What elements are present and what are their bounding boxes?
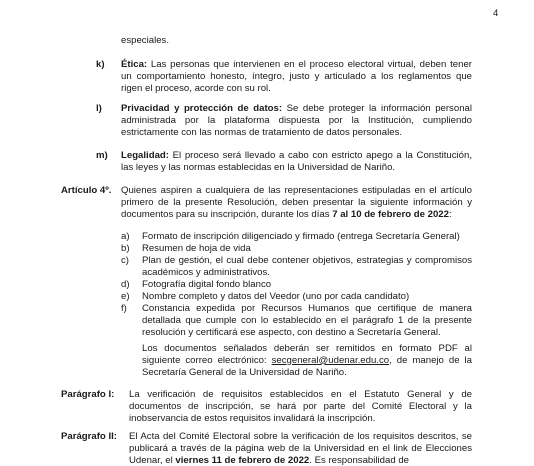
page-number: 4 bbox=[493, 8, 499, 19]
principle-m-title: Legalidad: bbox=[121, 150, 169, 161]
list-item-text: Fotografía digital fondo blanco bbox=[142, 279, 272, 290]
principle-m-body: El proceso será llevado a cabo con estricto apego a la Constitución, las leyes y las normas establecidas en la Universidad de Nariño. bbox=[121, 150, 472, 173]
closing-text-before: Los documentos señalados deberán ser remitidos en formato PDF al siguiente correo electrónico: bbox=[142, 343, 472, 366]
principle-l-text bbox=[121, 103, 472, 138]
list-item-text: Resumen de hoja de vida bbox=[142, 243, 251, 254]
list-item-letter: a) bbox=[121, 231, 130, 242]
articulo-4-label: Artículo 4º. bbox=[61, 185, 112, 196]
principle-m-letter: m) bbox=[96, 150, 108, 161]
paragrafo-2-text bbox=[129, 431, 472, 466]
list-item-letter: f) bbox=[121, 303, 127, 314]
intro-line: especiales. bbox=[121, 35, 169, 46]
list-item-letter: e) bbox=[121, 291, 130, 302]
articulo-4-dates: 7 al 10 de febrero de 2022 bbox=[332, 208, 449, 220]
articulo-4-closing bbox=[142, 343, 472, 378]
principle-m-text bbox=[121, 150, 472, 174]
paragrafo-1-text: La verificación de requisitos establecidos en el Estatuto General y de documentos de inscripción, se hará por parte del Comité Electoral y la inobservancia de estos requisitos invalidará la inscripción. bbox=[129, 389, 472, 424]
list-item-text: Plan de gestión, el cual debe contener objetivos, estrategias y compromisos académicos y administrativos. bbox=[142, 255, 472, 278]
paragrafo-2-date: viernes 11 de febrero de 2022 bbox=[175, 454, 310, 466]
list-item-text: Nombre completo y datos del Veedor (uno por cada candidato) bbox=[142, 291, 410, 302]
principle-k-body: Las personas que intervienen en el proceso electoral virtual, deben tener un comportamiento honesto, íntegro, justo y articulado a los reglamentos que rigen el proceso, acorde con su rol. bbox=[121, 59, 472, 94]
principle-l-body: Se debe proteger la información personal administrada por la plataforma dispuesta por la Institución, cumpliendo estrictamente con las normas de tratamiento de datos personales. bbox=[121, 103, 472, 138]
list-item-letter: b) bbox=[121, 243, 130, 254]
principle-l-title: Privacidad y protección de datos: bbox=[121, 103, 283, 114]
principle-k-text bbox=[121, 59, 472, 94]
articulo-4-text-after: : bbox=[448, 208, 452, 220]
principle-k-title: Ética: bbox=[121, 59, 148, 70]
email-link[interactable]: secgeneral@udenar.edu.co bbox=[271, 354, 390, 366]
paragrafo-2-text-before: El Acta del Comité Electoral sobre la verificación de los requisitos descritos, se publicará a través de la página web de la Universidad en el link de Elecciones Udenar, el bbox=[129, 431, 472, 466]
list-item-text: Formato de inscripción diligenciado y firmado (entrega Secretaría General) bbox=[142, 231, 460, 242]
principle-k-letter: k) bbox=[96, 59, 105, 70]
paragrafo-1-label: Parágrafo I: bbox=[61, 389, 115, 400]
list-item-text: Constancia expedida por Recursos Humanos que certifique de manera detallada que cumple con lo establecido en el parágrafo 1 de la presente resolución y certificará ese aspecto, con destino a Secretaría General. bbox=[142, 303, 472, 338]
list-item-letter: c) bbox=[121, 255, 129, 266]
list-item-letter: d) bbox=[121, 279, 130, 290]
articulo-4-text bbox=[121, 185, 472, 220]
closing-text-after: , de manejo de la Secretaría General de la Universidad de Nariño. bbox=[142, 354, 473, 378]
paragrafo-2-text-after: . Es responsabilidad de bbox=[309, 454, 409, 466]
articulo-4-text-before: Quienes aspiren a cualquiera de las representaciones estipuladas en el artículo primero de la presente Resolución, deben presentar la siguiente información y documentos para su inscripción, durante los días bbox=[121, 185, 472, 220]
principle-l-letter: l) bbox=[96, 103, 102, 114]
paragrafo-2-label: Parágrafo II: bbox=[61, 431, 117, 442]
